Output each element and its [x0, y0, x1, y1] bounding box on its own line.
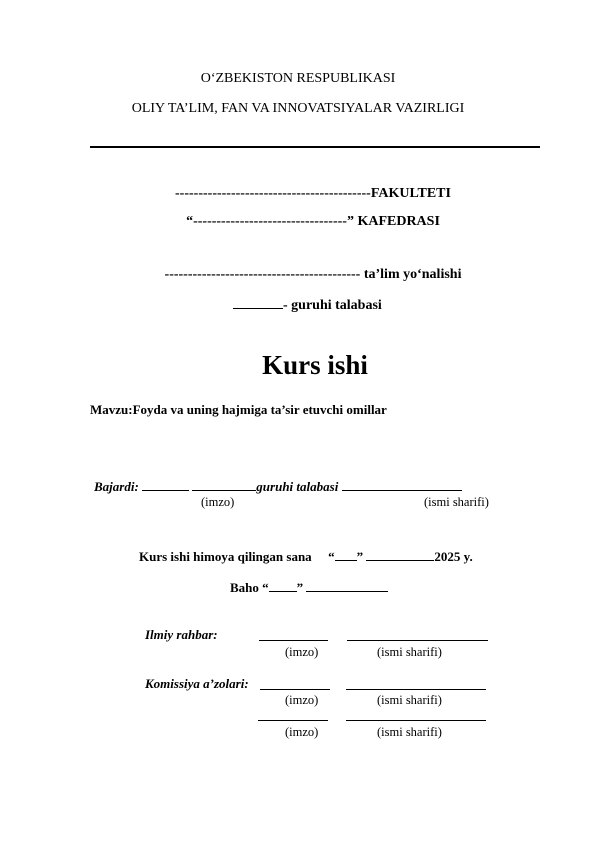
department-line — [0, 214, 596, 230]
group-blank — [233, 296, 283, 309]
commission-name-line-2 — [346, 720, 486, 721]
commission-signature-caption-1: (imzo) — [285, 693, 319, 707]
header-divider — [90, 146, 540, 148]
department-blank: --------------------------------- — [193, 214, 347, 229]
group-line — [233, 296, 382, 314]
commission-signature-caption-2: (imzo) — [285, 725, 319, 739]
performer-label: Bajardi: — [94, 479, 139, 494]
supervisor-signature-line — [259, 640, 328, 641]
performer-signature-caption: (imzo) — [201, 495, 235, 509]
grade-label: Baho — [230, 580, 259, 595]
commission-signature-line-1 — [260, 689, 330, 690]
direction-line — [0, 267, 596, 283]
group-label: - guruhi talabasi — [283, 298, 382, 313]
performer-name-caption: (ismi sharifi) — [424, 495, 489, 509]
document-title: Kurs ishi — [262, 350, 368, 380]
performer-line — [94, 478, 462, 495]
republic-heading: O‘ZBEKISTON RESPUBLIKASI — [200, 71, 396, 86]
performer-name-blank — [342, 478, 462, 491]
faculty-blank: ------------------------------------------ — [175, 186, 371, 201]
ministry-heading: OLIY TA’LIM, FAN VA INNOVATSIYALAR VAZIRLIGI — [131, 101, 465, 116]
commission-label: Komissiya a’zolari: — [145, 676, 249, 691]
grade-close-quote: ” — [296, 580, 304, 595]
faculty-label: FAKULTETI — [370, 186, 451, 201]
commission-name-caption-1: (ismi sharifi) — [377, 693, 442, 707]
commission-signature-line-2 — [258, 720, 328, 721]
performer-group-label: guruhi talabasi — [256, 479, 339, 494]
supervisor-name-line — [347, 640, 488, 641]
defense-day-blank — [335, 548, 357, 561]
grade-text-blank — [306, 579, 388, 592]
faculty-line — [0, 186, 596, 202]
direction-blank: ------------------------------------------ — [164, 267, 361, 282]
supervisor-name-caption: (ismi sharifi) — [377, 645, 442, 659]
defense-line — [139, 548, 473, 565]
defense-close-quote: ” — [356, 549, 364, 564]
defense-open-quote: “ — [328, 549, 335, 564]
grade-value-blank — [269, 579, 297, 592]
commission-name-line-1 — [346, 689, 486, 690]
department-open-quote: “ — [186, 214, 194, 229]
defense-year: 2025 y. — [434, 549, 473, 564]
defense-label: Kurs ishi himoya qilingan sana — [139, 549, 312, 564]
performer-group-blank — [192, 478, 256, 491]
direction-label: ta’lim yo‘nalishi — [360, 267, 462, 282]
topic-line: Mavzu:Foyda va uning hajmiga ta’sir etuvchi omillar — [90, 402, 387, 417]
supervisor-signature-caption: (imzo) — [285, 645, 319, 659]
grade-open-quote: “ — [262, 580, 269, 595]
performer-signature-blank — [142, 478, 189, 491]
commission-name-caption-2: (ismi sharifi) — [377, 725, 442, 739]
defense-month-blank — [366, 548, 434, 561]
supervisor-label: Ilmiy rahbar: — [145, 627, 218, 642]
grade-line — [230, 579, 388, 596]
department-label: ” KAFEDRASI — [346, 214, 440, 229]
